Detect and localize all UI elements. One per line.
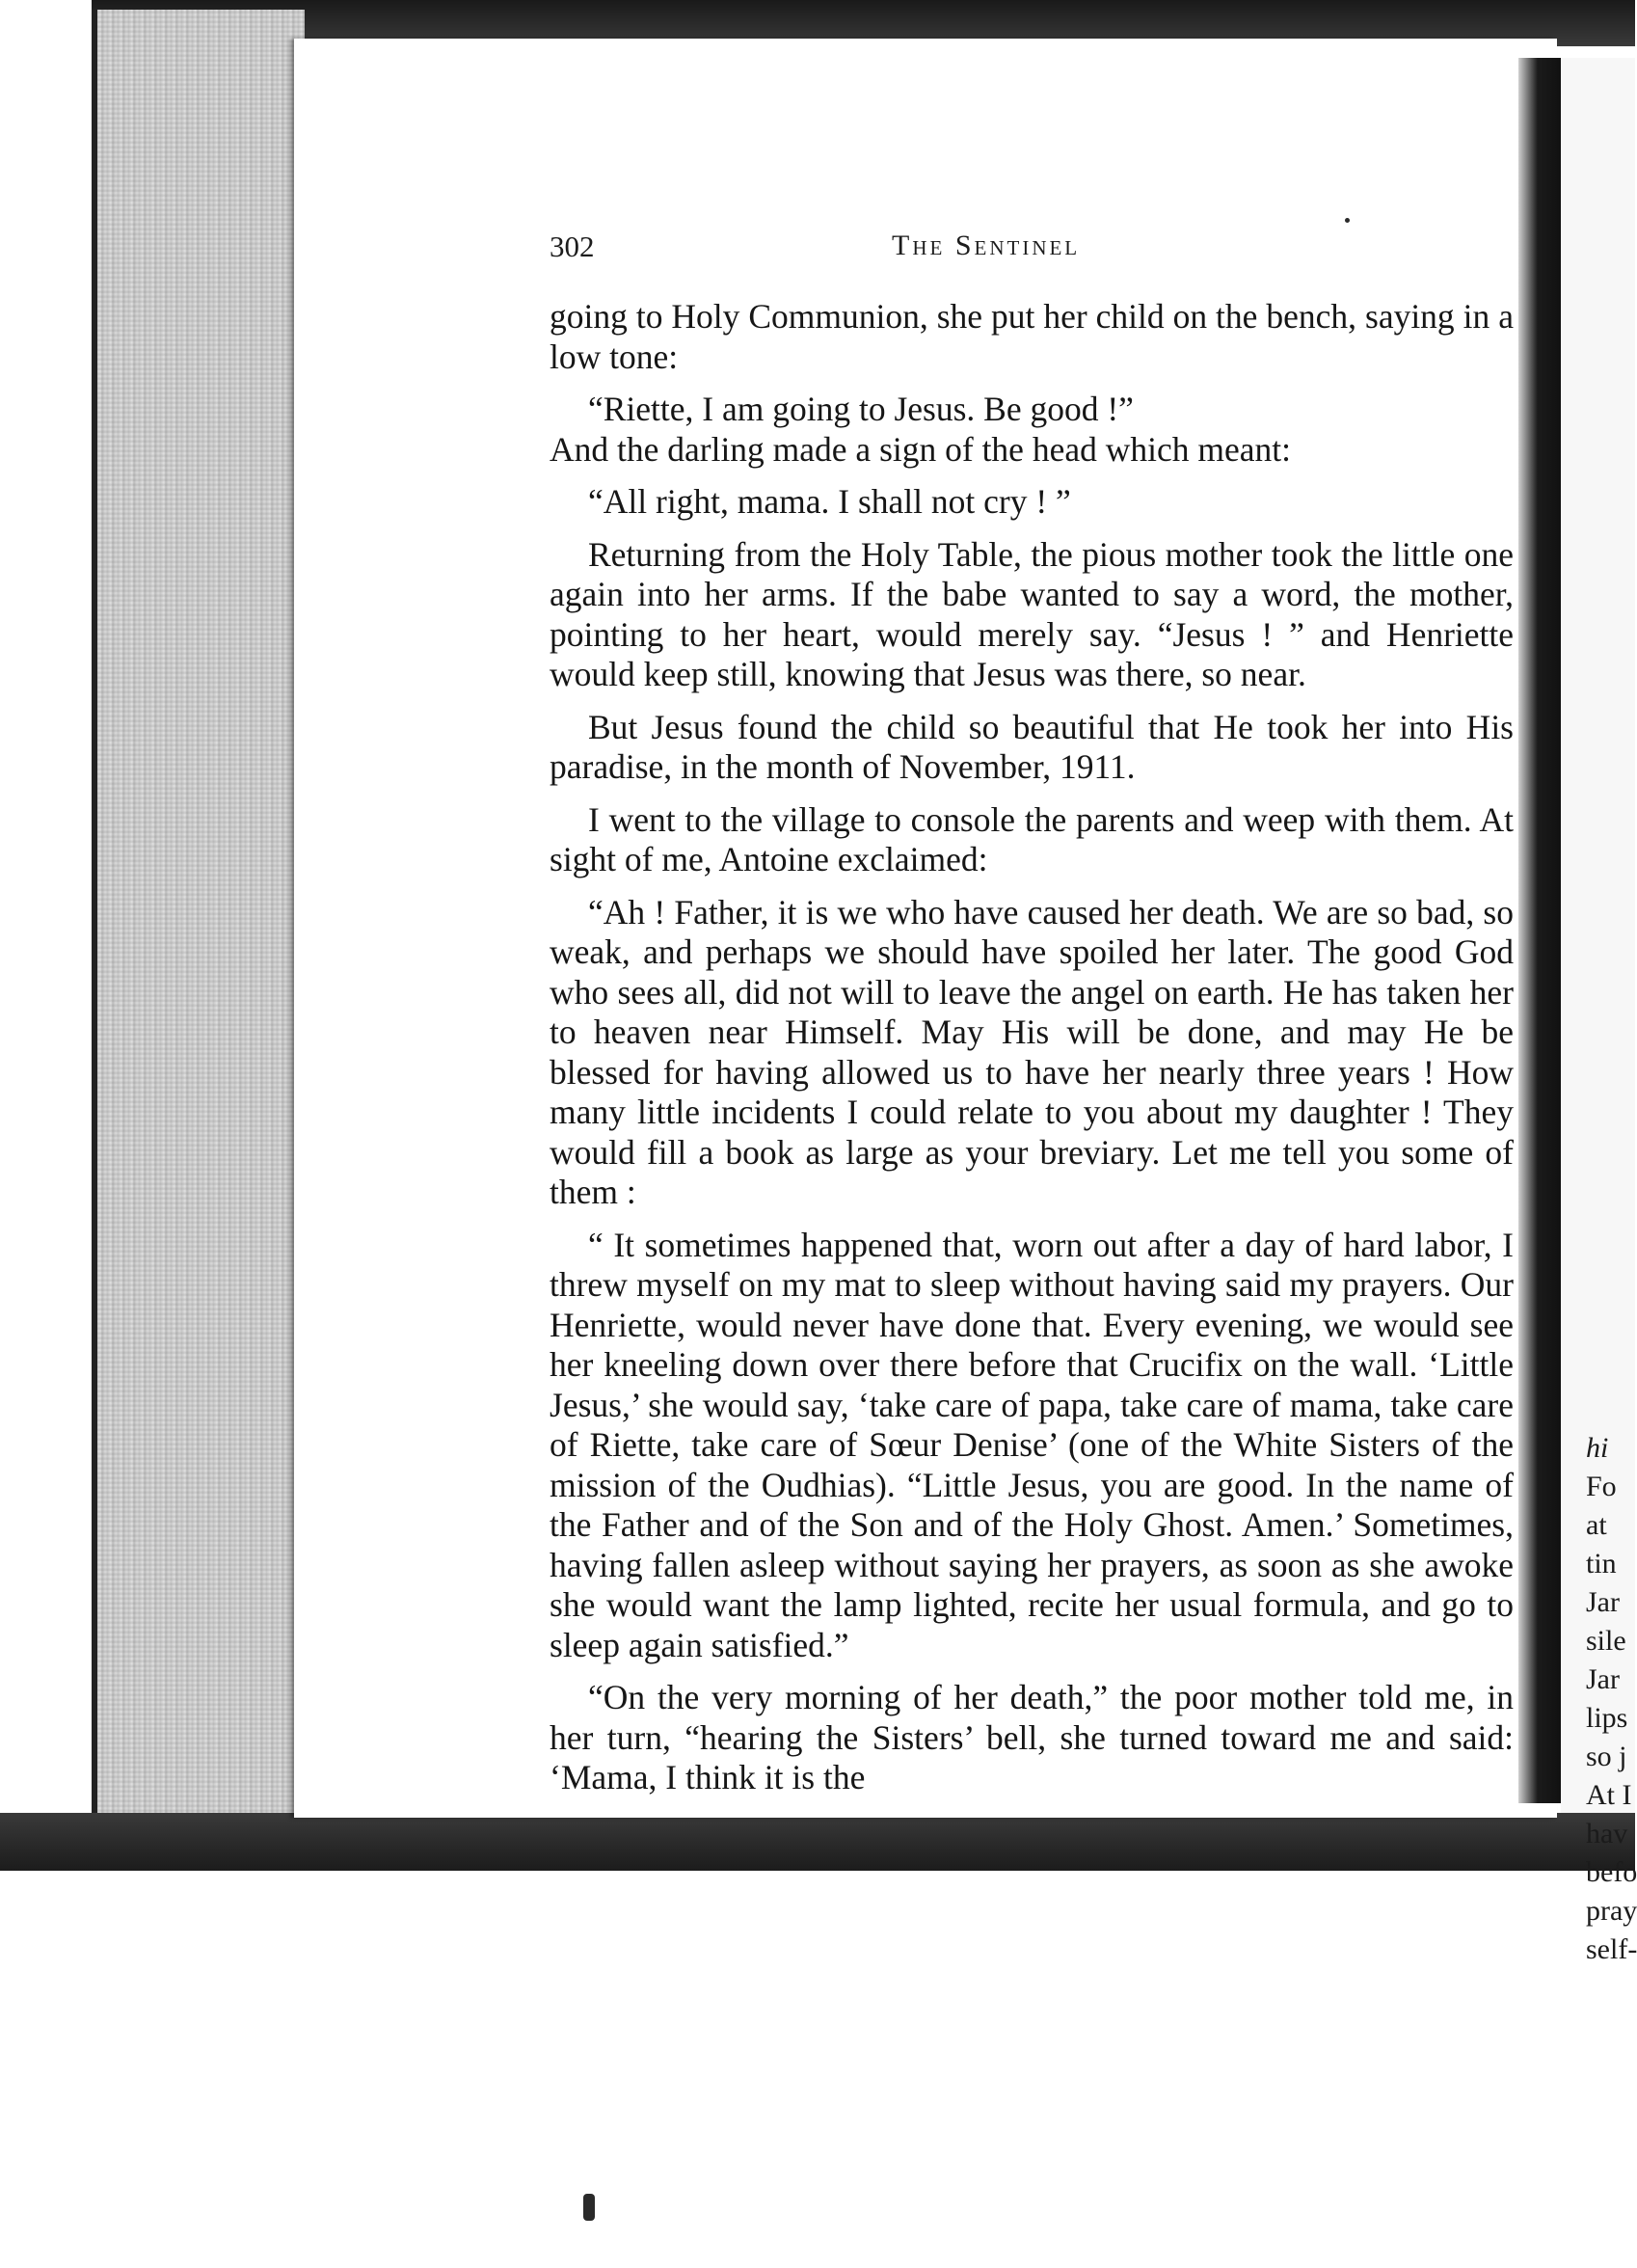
facing-fragment: Fo: [1586, 1471, 1617, 1502]
stacked-page-edges: [92, 10, 305, 1842]
facing-fragment: pray: [1586, 1895, 1637, 1927]
paragraph: “ It sometimes happened that, worn out after a day of hard labor, I threw myself on my mat to sleep without having said my prayers. Our Henriette, would never have done that. Every evening, we would see her kneeling down over there before that Crucifix on the wall. ‘Little Jesus,’ she would say, ‘take care of papa, take care of mama, take care of Riette, take care of Sœur Denise’ (one of the White Sisters of the mission of the Oudhias). “Little Jesus, you are good. In the name of the Father and of the Son and of the Holy Ghost. Amen.’ Sometimes, having fallen asleep without saying her prayers, as soon as she awoke she would want the lamp lighted, recite her usual formula, and go to sleep again satisfied.”: [550, 1225, 1514, 1664]
paragraph: “Riette, I am going to Jesus. Be good !”: [588, 390, 1134, 428]
facing-fragment: self-: [1586, 1933, 1637, 1965]
facing-page: [1561, 58, 1637, 1965]
ink-speck: [583, 2194, 595, 2221]
facing-fragment: hi: [1586, 1432, 1609, 1464]
book-title: The Sentinel: [892, 230, 1081, 261]
paragraph: “All right, mama. I shall not cry ! ”: [588, 482, 1071, 521]
facing-fragment: hav: [1586, 1818, 1628, 1850]
paragraph: I went to the village to console the parents and weep with them. At sight of me, Antoine exclaimed:: [550, 799, 1514, 878]
body-text: [550, 297, 1514, 1798]
facing-fragment: At I: [1586, 1779, 1632, 1811]
book-gutter: [1518, 58, 1561, 1803]
paragraph: going to Holy Communion, she put her child on the bench, saying in a low tone:: [550, 297, 1514, 376]
scan-bottom-border: [0, 1813, 1635, 1871]
facing-fragment: so j: [1586, 1741, 1627, 1772]
paragraph: But Jesus found the child so beautiful that He took her into His paradise, in the month of November, 1911.: [550, 707, 1514, 786]
facing-fragment: lips: [1586, 1702, 1628, 1734]
facing-fragment: sile: [1586, 1625, 1626, 1657]
facing-fragment: Jar: [1586, 1586, 1620, 1618]
paragraph: And the darling made a sign of the head which meant:: [550, 429, 1291, 469]
page-number: 302: [550, 230, 595, 263]
paragraph: Returning from the Holy Table, the pious mother took the little one again into her arms. If the babe wanted to say a word, the mother, pointing to her heart, would merely say. “Jesus ! ” and Henriette would keep still, knowing that Jesus was there, so near.: [550, 534, 1514, 693]
facing-fragment: Jar: [1586, 1663, 1620, 1695]
paragraph: “On the very morning of her death,” the poor mother told me, in her turn, “hearing the Sisters’ bell, she turned toward me and said: ‘Mama, I think it is the: [550, 1678, 1514, 1796]
facing-fragment: befo: [1586, 1856, 1637, 1888]
facing-fragment: at: [1586, 1509, 1607, 1541]
ink-speck: [1345, 218, 1350, 223]
facing-fragment: tin: [1586, 1548, 1617, 1580]
paragraph: “Ah ! Father, it is we who have caused her death. We are so bad, so weak, and perhaps we should have spoiled her later. The good God who sees all, did not will to leave the angel on earth. He has taken her to heaven near Himself. May His will be done, and may He be blessed for having allowed us to have her nearly three years ! How many little incidents I could relate to you about my daughter ! They would fill a book as large as your breviary. Let me tell you some of them :: [550, 892, 1514, 1211]
